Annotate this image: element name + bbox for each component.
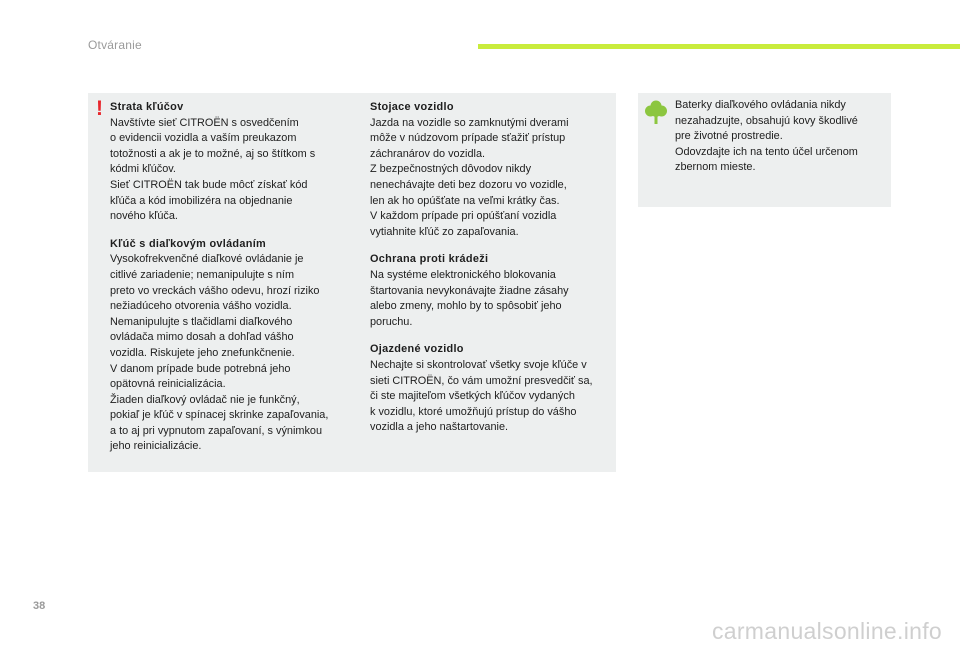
text-line: a to aj pri vypnutom zapaľovaní, s výnimkou: [110, 424, 323, 437]
text-line: môže v núdzovom prípade sťažiť prístup: [370, 132, 566, 145]
text-line: Z bezpečnostných dôvodov nikdy: [370, 163, 532, 176]
text-line: citlivé zariadenie; nemanipulujte s ním: [110, 268, 295, 281]
lost-keys-heading: Strata kľúčov: [110, 101, 184, 113]
text-line: vozidla. Riskujete jeho znefunkčnenie.: [110, 346, 295, 359]
text-line: preto vo vreckách vášho odevu, hrozí riziko: [110, 284, 320, 297]
text-line: nezahadzujte, obsahujú kovy škodlivé: [675, 114, 858, 127]
page-number: 38: [33, 600, 46, 612]
text-line: sieti CITROËN, čo vám umožní presvedčiť sa,: [370, 374, 593, 387]
section-title: Otváranie: [88, 38, 142, 52]
exclamation-mark-icon: !: [96, 97, 103, 120]
anti-theft-heading: Ochrana proti krádeži: [370, 253, 489, 266]
text-line: len ak ho opúšťate na veľmi krátky čas.: [370, 194, 560, 207]
text-line: Žiaden diaľkový ovládač nie je funkčný,: [110, 393, 300, 406]
middle-column: [370, 100, 616, 448]
text-line: totožnosti a ak je to možné, aj so štítkom s: [110, 147, 316, 160]
accent-bar: [478, 44, 960, 49]
text-line: pokiaľ je kľúč v spínacej skrinke zapaľovania,: [110, 409, 329, 422]
text-line: nového kľúča.: [110, 210, 178, 223]
text-line: ovládača mimo dosah a dohľad vášho: [110, 331, 294, 344]
anti-theft-block: [370, 252, 616, 330]
watermark: carmanualsonline.info: [711, 618, 942, 644]
text-line: pre životné prostredie.: [675, 130, 783, 143]
eco-note: [675, 98, 885, 176]
text-line: alebo zmeny, mohlo by to spôsobiť jeho: [370, 300, 562, 313]
text-line: záchranárov do vozidla.: [370, 147, 486, 160]
text-line: V danom prípade bude potrebná jeho: [110, 362, 291, 375]
text-line: Nechajte si skontrolovať všetky svoje kľúče v: [370, 358, 587, 371]
text-line: o evidencii vozidla a vaším preukazom: [110, 132, 297, 145]
text-line: Baterky diaľkového ovládania nikdy: [675, 99, 846, 111]
text-line: jeho reinicializácie.: [110, 440, 202, 453]
lost-keys-block: [110, 100, 358, 225]
text-line: Vysokofrekvenčné diaľkové ovládanie je: [110, 253, 304, 266]
used-vehicle-heading: Ojazdené vozidlo: [370, 343, 464, 356]
text-line: štartovania nevykonávajte žiadne zásahy: [370, 284, 569, 297]
text-line: Odovzdajte ich na tento účel určenom: [675, 145, 858, 158]
text-line: nežiadúceho otvorenia vášho vozidla.: [110, 300, 292, 313]
text-line: k vozidlu, ktoré umožňujú prístup do vášho: [370, 405, 577, 418]
left-column: [110, 100, 358, 467]
text-line: kľúča a kód imobilizéra na objednanie: [110, 194, 293, 207]
text-line: opätovná reinicializácia.: [110, 378, 226, 391]
parked-vehicle-block: [370, 100, 616, 240]
text-line: Navštívte sieť CITROËN s osvedčením: [110, 116, 299, 129]
text-line: či ste majiteľom všetkých kľúčov vydaných: [370, 390, 575, 403]
text-line: kódmi kľúčov.: [110, 163, 176, 176]
remote-key-heading: Kľúč s diaľkovým ovládaním: [110, 237, 267, 250]
text-line: poruchu.: [370, 315, 413, 328]
used-vehicle-block: [370, 342, 616, 436]
tree-icon: [645, 100, 667, 124]
parked-vehicle-heading: Stojace vozidlo: [370, 101, 454, 113]
text-line: Sieť CITROËN tak bude môcť získať kód: [110, 178, 308, 191]
text-line: vozidla a jeho naštartovanie.: [370, 421, 509, 434]
text-line: Jazda na vozidle so zamknutými dverami: [370, 116, 569, 129]
remote-key-block: [110, 237, 358, 455]
text-line: Nemanipulujte s tlačidlami diaľkového: [110, 315, 293, 328]
text-line: V každom prípade pri opúšťaní vozidla: [370, 210, 557, 223]
text-line: vytiahnite kľúč zo zapaľovania.: [370, 225, 519, 238]
text-line: Na systéme elektronického blokovania: [370, 268, 556, 281]
text-line: nenechávajte deti bez dozoru vo vozidle,: [370, 178, 567, 191]
text-line: zbernom mieste.: [675, 161, 756, 174]
